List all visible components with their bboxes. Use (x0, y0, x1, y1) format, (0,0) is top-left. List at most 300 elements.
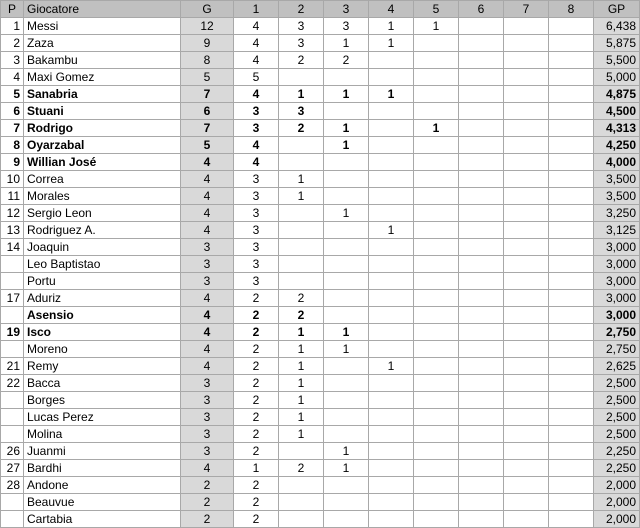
count-1-cell: 3 (234, 103, 279, 120)
player-name-cell: Borges (24, 392, 181, 409)
count-5-cell (414, 341, 459, 358)
count-1-cell: 1 (234, 460, 279, 477)
table-row (1, 120, 640, 137)
header-1: 1 (234, 1, 279, 18)
gp-cell: 3,000 (594, 256, 640, 273)
count-4-cell: 1 (369, 86, 414, 103)
gp-cell: 4,000 (594, 154, 640, 171)
count-6-cell (459, 511, 504, 528)
table-row (1, 154, 640, 171)
count-5-cell (414, 460, 459, 477)
count-6-cell (459, 358, 504, 375)
count-7-cell (504, 154, 549, 171)
count-2-cell: 1 (279, 409, 324, 426)
count-4-cell (369, 137, 414, 154)
count-7-cell (504, 375, 549, 392)
goals-cell: 4 (181, 324, 234, 341)
table-row (1, 324, 640, 341)
goals-cell: 5 (181, 69, 234, 86)
player-name-cell: Beauvue (24, 494, 181, 511)
count-1-cell: 3 (234, 188, 279, 205)
player-name-cell: Asensio (24, 307, 181, 324)
goals-cell: 4 (181, 222, 234, 239)
header-7: 7 (504, 1, 549, 18)
goals-cell: 12 (181, 18, 234, 35)
count-7-cell (504, 222, 549, 239)
player-name-cell: Moreno (24, 341, 181, 358)
count-5-cell (414, 86, 459, 103)
position-cell (1, 341, 24, 358)
count-3-cell: 2 (324, 52, 369, 69)
count-2-cell: 2 (279, 120, 324, 137)
table-row (1, 443, 640, 460)
goals-cell: 3 (181, 443, 234, 460)
position-cell (1, 392, 24, 409)
table-row (1, 426, 640, 443)
player-name-cell: Portu (24, 273, 181, 290)
goals-cell: 3 (181, 426, 234, 443)
count-8-cell (549, 120, 594, 137)
position-cell (1, 511, 24, 528)
count-8-cell (549, 307, 594, 324)
table-row (1, 307, 640, 324)
goals-cell: 9 (181, 35, 234, 52)
table-row (1, 273, 640, 290)
gp-cell: 3,000 (594, 239, 640, 256)
count-8-cell (549, 290, 594, 307)
count-8-cell (549, 154, 594, 171)
count-2-cell: 2 (279, 290, 324, 307)
count-3-cell: 1 (324, 205, 369, 222)
header-5: 5 (414, 1, 459, 18)
player-name-cell: Maxi Gomez (24, 69, 181, 86)
count-7-cell (504, 103, 549, 120)
count-4-cell (369, 375, 414, 392)
goals-cell: 4 (181, 188, 234, 205)
count-7-cell (504, 18, 549, 35)
table-row (1, 511, 640, 528)
count-2-cell: 2 (279, 460, 324, 477)
count-8-cell (549, 443, 594, 460)
count-2-cell: 3 (279, 103, 324, 120)
table-row (1, 290, 640, 307)
count-8-cell (549, 460, 594, 477)
gp-cell: 2,750 (594, 324, 640, 341)
position-cell: 13 (1, 222, 24, 239)
count-6-cell (459, 392, 504, 409)
count-3-cell: 1 (324, 137, 369, 154)
position-cell: 26 (1, 443, 24, 460)
count-4-cell (369, 290, 414, 307)
count-4-cell (369, 239, 414, 256)
count-2-cell: 1 (279, 392, 324, 409)
count-3-cell (324, 307, 369, 324)
count-1-cell: 4 (234, 35, 279, 52)
count-6-cell (459, 273, 504, 290)
goals-cell: 2 (181, 477, 234, 494)
count-2-cell (279, 137, 324, 154)
count-8-cell (549, 18, 594, 35)
goals-cell: 4 (181, 358, 234, 375)
count-1-cell: 2 (234, 477, 279, 494)
position-cell: 2 (1, 35, 24, 52)
goals-cell: 4 (181, 341, 234, 358)
count-6-cell (459, 18, 504, 35)
goals-cell: 4 (181, 290, 234, 307)
count-1-cell: 3 (234, 256, 279, 273)
count-2-cell: 1 (279, 86, 324, 103)
count-2-cell (279, 511, 324, 528)
count-7-cell (504, 443, 549, 460)
count-7-cell (504, 426, 549, 443)
player-name-cell: Isco (24, 324, 181, 341)
count-7-cell (504, 494, 549, 511)
count-4-cell (369, 273, 414, 290)
gp-cell: 3,125 (594, 222, 640, 239)
position-cell: 17 (1, 290, 24, 307)
gp-cell: 2,000 (594, 494, 640, 511)
count-3-cell (324, 188, 369, 205)
table-row (1, 392, 640, 409)
count-4-cell (369, 188, 414, 205)
count-1-cell: 4 (234, 154, 279, 171)
count-1-cell: 3 (234, 120, 279, 137)
goals-cell: 4 (181, 171, 234, 188)
table-row (1, 239, 640, 256)
count-6-cell (459, 375, 504, 392)
count-3-cell (324, 154, 369, 171)
table-row (1, 375, 640, 392)
position-cell: 10 (1, 171, 24, 188)
count-4-cell (369, 409, 414, 426)
player-name-cell: Bakambu (24, 52, 181, 69)
count-2-cell (279, 69, 324, 86)
count-4-cell (369, 171, 414, 188)
count-5-cell (414, 154, 459, 171)
position-cell: 7 (1, 120, 24, 137)
count-5-cell (414, 511, 459, 528)
gp-cell: 4,250 (594, 137, 640, 154)
player-name-cell: Cartabia (24, 511, 181, 528)
table-row (1, 52, 640, 69)
goals-cell: 7 (181, 86, 234, 103)
count-3-cell (324, 477, 369, 494)
position-cell: 21 (1, 358, 24, 375)
count-7-cell (504, 52, 549, 69)
count-6-cell (459, 188, 504, 205)
header-g: G (181, 1, 234, 18)
position-cell: 27 (1, 460, 24, 477)
table-row (1, 409, 640, 426)
position-cell: 8 (1, 137, 24, 154)
goals-cell: 4 (181, 154, 234, 171)
count-1-cell: 2 (234, 324, 279, 341)
count-4-cell (369, 120, 414, 137)
table-row (1, 103, 640, 120)
count-2-cell (279, 222, 324, 239)
position-cell (1, 256, 24, 273)
goals-cell: 4 (181, 460, 234, 477)
count-5-cell (414, 52, 459, 69)
gp-cell: 2,625 (594, 358, 640, 375)
header-6: 6 (459, 1, 504, 18)
count-8-cell (549, 426, 594, 443)
count-1-cell: 2 (234, 494, 279, 511)
count-8-cell (549, 52, 594, 69)
gp-cell: 5,500 (594, 52, 640, 69)
header-4: 4 (369, 1, 414, 18)
count-3-cell (324, 273, 369, 290)
count-1-cell: 2 (234, 358, 279, 375)
count-2-cell: 2 (279, 52, 324, 69)
count-1-cell: 2 (234, 511, 279, 528)
count-8-cell (549, 392, 594, 409)
count-7-cell (504, 239, 549, 256)
count-5-cell (414, 69, 459, 86)
gp-cell: 2,500 (594, 375, 640, 392)
count-6-cell (459, 120, 504, 137)
count-8-cell (549, 494, 594, 511)
count-6-cell (459, 443, 504, 460)
count-1-cell: 3 (234, 171, 279, 188)
count-4-cell (369, 443, 414, 460)
count-5-cell (414, 239, 459, 256)
count-4-cell (369, 154, 414, 171)
header-giocatore: Giocatore (24, 1, 181, 18)
gp-cell: 4,500 (594, 103, 640, 120)
count-5-cell (414, 256, 459, 273)
goals-cell: 6 (181, 103, 234, 120)
count-1-cell: 3 (234, 273, 279, 290)
count-4-cell: 1 (369, 222, 414, 239)
count-8-cell (549, 409, 594, 426)
header-row (1, 1, 640, 18)
goals-cell: 2 (181, 494, 234, 511)
gp-cell: 3,500 (594, 188, 640, 205)
count-4-cell (369, 426, 414, 443)
count-3-cell: 1 (324, 324, 369, 341)
count-1-cell: 2 (234, 290, 279, 307)
count-5-cell (414, 205, 459, 222)
position-cell: 9 (1, 154, 24, 171)
table-row (1, 18, 640, 35)
count-2-cell: 2 (279, 307, 324, 324)
count-1-cell: 2 (234, 341, 279, 358)
count-5-cell (414, 392, 459, 409)
count-6-cell (459, 137, 504, 154)
count-8-cell (549, 35, 594, 52)
count-4-cell (369, 324, 414, 341)
table-row (1, 69, 640, 86)
count-6-cell (459, 324, 504, 341)
count-3-cell (324, 375, 369, 392)
position-cell (1, 273, 24, 290)
count-1-cell: 2 (234, 426, 279, 443)
count-5-cell (414, 358, 459, 375)
count-5-cell (414, 324, 459, 341)
count-7-cell (504, 477, 549, 494)
count-7-cell (504, 324, 549, 341)
position-cell: 5 (1, 86, 24, 103)
count-8-cell (549, 375, 594, 392)
count-1-cell: 4 (234, 18, 279, 35)
gp-cell: 2,500 (594, 409, 640, 426)
count-7-cell (504, 358, 549, 375)
count-6-cell (459, 239, 504, 256)
header-gp: GP (594, 1, 640, 18)
count-4-cell (369, 69, 414, 86)
table-row (1, 460, 640, 477)
count-3-cell (324, 426, 369, 443)
count-6-cell (459, 426, 504, 443)
count-3-cell (324, 409, 369, 426)
goals-cell: 7 (181, 120, 234, 137)
count-2-cell: 1 (279, 171, 324, 188)
count-2-cell: 1 (279, 188, 324, 205)
count-1-cell: 3 (234, 205, 279, 222)
count-4-cell: 1 (369, 358, 414, 375)
count-8-cell (549, 511, 594, 528)
count-3-cell (324, 69, 369, 86)
count-3-cell: 1 (324, 35, 369, 52)
count-1-cell: 2 (234, 443, 279, 460)
goals-cell: 3 (181, 273, 234, 290)
count-3-cell (324, 494, 369, 511)
header-p: P (1, 1, 24, 18)
count-4-cell (369, 103, 414, 120)
player-name-cell: Juanmi (24, 443, 181, 460)
gp-cell: 2,000 (594, 511, 640, 528)
count-2-cell: 3 (279, 18, 324, 35)
table-row (1, 188, 640, 205)
position-cell: 1 (1, 18, 24, 35)
count-3-cell (324, 171, 369, 188)
count-6-cell (459, 35, 504, 52)
count-5-cell (414, 103, 459, 120)
count-7-cell (504, 188, 549, 205)
count-3-cell (324, 392, 369, 409)
count-2-cell (279, 477, 324, 494)
count-5-cell (414, 375, 459, 392)
count-4-cell (369, 460, 414, 477)
count-5-cell (414, 35, 459, 52)
count-2-cell: 1 (279, 358, 324, 375)
count-8-cell (549, 205, 594, 222)
table-row (1, 494, 640, 511)
count-2-cell (279, 443, 324, 460)
count-8-cell (549, 137, 594, 154)
header-3: 3 (324, 1, 369, 18)
count-7-cell (504, 460, 549, 477)
count-4-cell: 1 (369, 35, 414, 52)
count-2-cell (279, 494, 324, 511)
count-7-cell (504, 86, 549, 103)
goals-cell: 5 (181, 137, 234, 154)
count-5-cell (414, 494, 459, 511)
player-name-cell: Rodrigo (24, 120, 181, 137)
count-7-cell (504, 137, 549, 154)
count-3-cell: 1 (324, 120, 369, 137)
count-6-cell (459, 256, 504, 273)
goals-cell: 4 (181, 205, 234, 222)
player-name-cell: Lucas Perez (24, 409, 181, 426)
count-3-cell: 1 (324, 460, 369, 477)
count-7-cell (504, 409, 549, 426)
player-name-cell: Morales (24, 188, 181, 205)
count-3-cell: 1 (324, 341, 369, 358)
count-1-cell: 2 (234, 409, 279, 426)
table-row (1, 256, 640, 273)
player-name-cell: Aduriz (24, 290, 181, 307)
count-8-cell (549, 103, 594, 120)
count-7-cell (504, 392, 549, 409)
count-3-cell (324, 511, 369, 528)
position-cell: 11 (1, 188, 24, 205)
gp-cell: 6,438 (594, 18, 640, 35)
gp-cell: 3,500 (594, 171, 640, 188)
count-6-cell (459, 69, 504, 86)
count-4-cell (369, 52, 414, 69)
player-name-cell: Stuani (24, 103, 181, 120)
count-6-cell (459, 460, 504, 477)
count-5-cell (414, 171, 459, 188)
count-8-cell (549, 171, 594, 188)
count-3-cell: 1 (324, 86, 369, 103)
count-6-cell (459, 307, 504, 324)
player-name-cell: Messi (24, 18, 181, 35)
position-cell (1, 409, 24, 426)
table-row (1, 35, 640, 52)
goals-cell: 3 (181, 409, 234, 426)
count-5-cell (414, 188, 459, 205)
table-row (1, 205, 640, 222)
count-8-cell (549, 358, 594, 375)
player-name-cell: Molina (24, 426, 181, 443)
header-8: 8 (549, 1, 594, 18)
count-6-cell (459, 290, 504, 307)
player-name-cell: Joaquin (24, 239, 181, 256)
position-cell: 4 (1, 69, 24, 86)
count-7-cell (504, 273, 549, 290)
count-1-cell: 2 (234, 307, 279, 324)
count-6-cell (459, 103, 504, 120)
count-5-cell (414, 443, 459, 460)
player-name-cell: Zaza (24, 35, 181, 52)
count-4-cell (369, 205, 414, 222)
gp-cell: 5,875 (594, 35, 640, 52)
count-3-cell (324, 290, 369, 307)
goals-cell: 3 (181, 392, 234, 409)
count-7-cell (504, 256, 549, 273)
count-4-cell (369, 494, 414, 511)
gp-cell: 4,313 (594, 120, 640, 137)
position-cell: 12 (1, 205, 24, 222)
position-cell: 22 (1, 375, 24, 392)
count-7-cell (504, 341, 549, 358)
gp-cell: 3,000 (594, 290, 640, 307)
gp-cell: 2,750 (594, 341, 640, 358)
player-name-cell: Sergio Leon (24, 205, 181, 222)
player-name-cell: Bardhi (24, 460, 181, 477)
count-5-cell (414, 477, 459, 494)
count-2-cell (279, 154, 324, 171)
player-name-cell: Correa (24, 171, 181, 188)
count-4-cell (369, 392, 414, 409)
count-4-cell: 1 (369, 18, 414, 35)
count-1-cell: 2 (234, 392, 279, 409)
count-8-cell (549, 256, 594, 273)
player-name-cell: Leo Baptistao (24, 256, 181, 273)
